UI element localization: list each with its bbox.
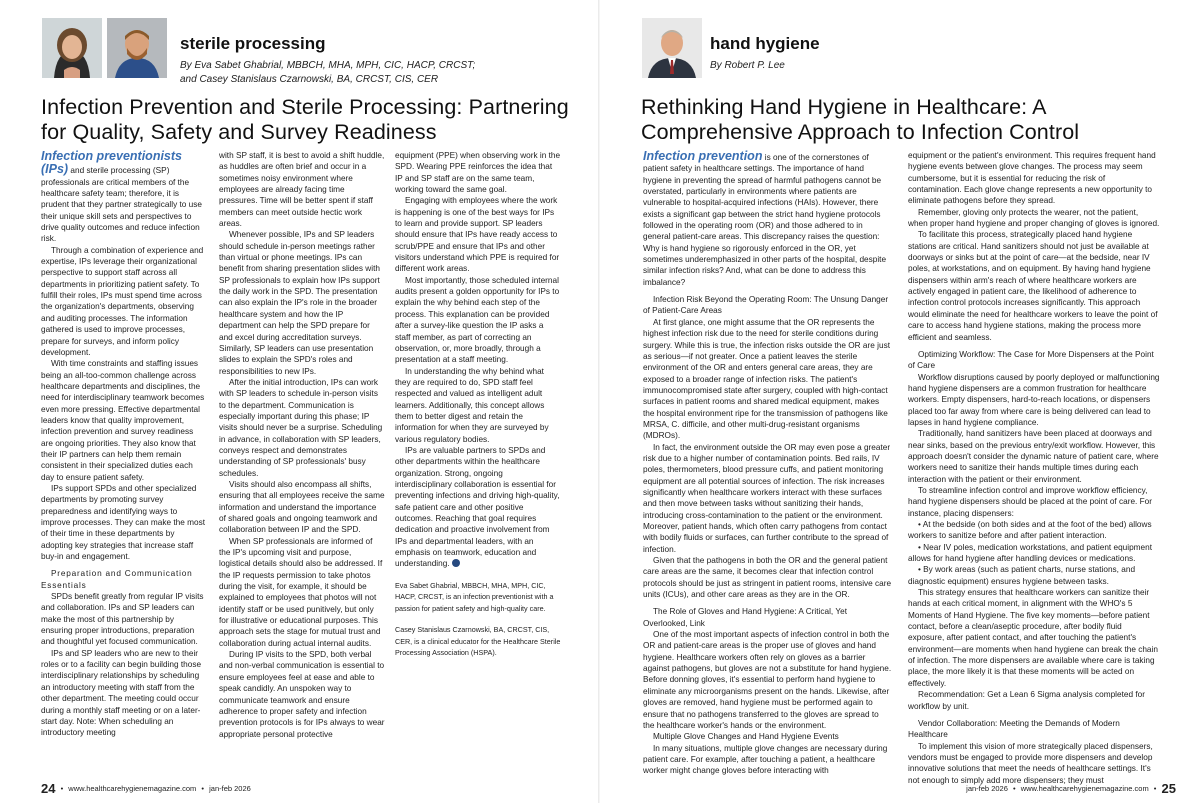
list-item: • By work areas (such as patient charts, nurse stations, and diagnostic equipment) ensures hygiene between tasks.: [908, 565, 1136, 586]
section-heading: The Role of Gloves and Hand Hygiene: A Critical, Yet Overlooked, Link: [643, 607, 847, 628]
paragraph: In many situations, multiple glove changes are necessary during patient care. For example, after touching a patient, a healthcare worker might change gloves before interacting with: [643, 743, 888, 776]
paragraph: Most importantly, those scheduled internal audits present a golden opportunity for IPs to explain the why behind each step of the process. This explanation can be provided after a survey-like question the IP asks a staff member, as part of correcting an observation, or, more broadly, through a presentation at a staff meeting.: [395, 275, 560, 365]
paragraph: equipment (PPE) when observing work in the SPD. Wearing PPE reinforces the idea that IP and SP staff are on the same team, working toward the same goal.: [395, 151, 561, 195]
end-mark-icon: [452, 559, 460, 567]
paragraph: Recommendation: Get a Lean 6 Sigma analysis completed for workflow by unit.: [908, 690, 1145, 711]
paragraph: At first glance, one might assume that the OR represents the highest infection risk due to the need for sterile conditions during surgery. While this is true, the infection risks outside the OR are just as serious—if not greater. Once a patient leaves the sterile environment of the OR and enters general care areas, they are exposed to a broader range of infection risks. The patient's immunocompromised state after surgery, coupled with high-contact surfaces in patient rooms and shared medical equipment, makes the hospital environment ripe for the transmission of pathogens like MRSA, C. difficile, and other multi-drug-resistant organisms (MDROs).: [643, 317, 890, 441]
paragraph: In fact, the environment outside the OR may even pose a greater risk due to a higher number of contamination points. Bed rails, IV poles, thermometers, blood pressure cuffs, and patient monitoring equipment are all potential sources of infection. The risk increases significantly when healthcare workers interact with these surfaces and then move between tasks without sanitizing their hands, introducing cross-contamination to the patient or the environment. Moreover, patient hands, which often carry pathogens from contact with bodily fluids or surfaces, can further contribute to the spread of infection.: [643, 442, 891, 554]
lead-in: Infection preventionists (IPs): [41, 149, 182, 177]
section-heading: Infection Risk Beyond the Operating Room: The Unsung Danger of Patient-Care Areas: [643, 295, 889, 316]
article-column-2: [908, 150, 1160, 785]
paragraph: equipment or the patient's environment. This requires frequent hand hygiene events between glove changes. The process may seem cumbersome, but it is essential for reducing the risk of contamination. Each glove change represents a new opportunity to eliminate pathogens before they spread.: [908, 151, 1156, 206]
headline-line: Infection Prevention and Sterile Processing: Partnering: [41, 95, 569, 119]
paragraph: This strategy ensures that healthcare workers can sanitize their hands at each critical moment, in alignment with the WHO's 5 Moments of Hand Hygiene. The five key moments—before patient contact, before a clean/aseptic procedure, after bodily fluid exposure, after patient contact, and after touching the patient's environment—are moments when hand hygiene can break the chain of infection. The more dispensers are available where care is taking place, the more likely it is that these moments will be acted on effectively.: [908, 588, 1158, 688]
paragraph: Through a combination of experience and expertise, IPs leverage their organizational perspective to support staff across all departments in prioritizing patient safety. To fulfill their roles, IPs must spend time across the organization's departments, observing and auditing processes. The information gathered is used to improve processes, prepare for surveys, and inform policy development.: [41, 245, 204, 357]
paragraph: Traditionally, hand sanitizers have been placed at doorways and near sinks, based on the previous entry/exit workflow. However, this approach doesn't consider the dynamic nature of patient care, where workers need to sanitize their hands multiple times during each interaction with the patient or their environment.: [908, 429, 1159, 484]
section-heading: Multiple Glove Changes and Hand Hygiene Events: [653, 732, 839, 742]
author-bio: Eva Sabet Ghabrial, MBBCH, MHA, MPH, CIC, HACP, CRCST, is an infection preventionist with a passion for patient safety and high-quality care.: [395, 580, 554, 613]
paragraph: IPs and SP leaders who are new to their roles or to a facility can begin building those interdisciplinary relationships by scheduling an introductory meeting with staff from the other department. The meeting could occur during a monthly staff meeting or on a later-start day. Note: When scheduling an introductory meeting: [41, 648, 202, 738]
paragraph: Whenever possible, IPs and SP leaders should schedule in-person meetings rather than virtual or phone meetings. IPs can benefit from sharing presentation slides with SP professionals to explain how IPs support the daily work in the SPD. The presentation can also explain the IP's role in the broader healthcare system and how the IP department can help the SPD prepare for and excel during accreditation surveys. Similarly, SP leaders can use presentation slides to explain the SPD's roles and responsibilities to new IPs.: [219, 230, 380, 376]
section-heading: Optimizing Workflow: The Case for More Dispensers at the Point of Care: [908, 349, 1154, 371]
paragraph: Visits should also encompass all shifts, ensuring that all employees receive the same information and understand the importance of shared goals and ongoing teamwork and collaboration between IP and the SPD.: [219, 479, 385, 535]
paragraph: Given that the pathogens in both the OR and the general patient care areas are the same, it becomes clear that infection control protocols should be just as stringent in patient rooms, intensive care units (ICUs), and other care areas as they are in the OR.: [643, 556, 892, 600]
department-title: hand hygiene: [710, 34, 820, 53]
paragraph: With time constraints and staffing issues being an all-too-common challenge across healthcare departments and disciplines, the need for interdisciplinary teamwork becomes even more pressing. Effective departmental leaders know that quality improvement, infection prevention and survey readiness are ongoing priorities. They also know that their IP partners can help them remain consistent in their specialized duties each day to ensure patient safety.: [41, 359, 205, 482]
paragraph: [395, 445, 561, 570]
byline-line: By Eva Sabet Ghabrial, MBBCH, MHA, MPH, CIC, HACP, CRCST;: [180, 60, 476, 71]
paragraph: During IP visits to the SPD, both verbal and non-verbal communication is essential to ensure employees feel at ease and able to speak candidly. An unspoken way to communicate teamwork and ensure adherence to proper safety and infection prevention protocols is for IPs always to wear appropriate personal protective: [219, 650, 385, 739]
paragraph: One of the most important aspects of infection control in both the OR and patient-care areas is the proper use of gloves and hand hygiene. Healthcare workers often rely on gloves as a barrier against pathogens, but gloves are not a substitute for hand hygiene. Before donning gloves, it's essential to perform hand hygiene to eliminate any microorganisms present on the hands. Likewise, after gloves are removed, hand hygiene must be performed again to ensure that no pathogens transferred to the gloves are spread to the healthcare worker's hands or the environment.: [643, 630, 892, 730]
page-footer: 24 • www.healthcarehygienemagazine.com • jan-feb 2026: [41, 781, 251, 796]
department-title: sterile processing: [180, 34, 326, 53]
page-number: 25: [1161, 781, 1176, 796]
article-column-3: [395, 150, 561, 775]
paragraph: SPDs benefit greatly from regular IP visits and collaboration. IPs and SP leaders can make the most of this partnership by ensuring proper introductions, preparation and thoughtful yet focused communication.: [41, 592, 204, 647]
paragraph-text: is one of the cornerstones of patient safety in healthcare settings. The importance of hand hygiene in preventing the spread of harmful pathogens cannot be overstated, particularly in environments where patients are vulnerable to hospital-acquired infections (HAIs). However, there exists a significant gap between the strict hand hygiene protocols followed in the operating room (OR) and those adhered to in general patient-care areas. This discrepancy raises the question: Why is hand hygiene so rigorously enforced in the OR, yet sometimes underemphasized in other parts of the hospital, despite similar infection risks? And, what can be done to address this imbalance?: [643, 153, 887, 287]
paragraph-text: IPs are valuable partners to SPDs and other departments within the healthcare organization. Strong, ongoing interdisciplinary collaboration is essential for preventing infections and driving high-quality, safe patient care and other positive outcomes. Reaching that goal requires dedication and proactive involvement from IPs and departmental leaders, with an emphasis on teamwork, education and understanding.: [395, 445, 560, 569]
headline: [41, 95, 586, 145]
byline-line: and Casey Stanislaus Czarnowski, BA, CRCST, CIS, CER: [180, 74, 439, 85]
article-column-1: [41, 150, 207, 775]
paragraph: To implement this vision of more strategically placed dispensers, vendors must be engaged to provide more dispensers and develop innovative solutions that meet the needs of healthcare settings. It's not enough to simply add more dispensers; they must: [908, 741, 1153, 785]
footer-site: www.healthcarehygienemagazine.com: [68, 784, 197, 793]
paragraph: To facilitate this process, strategically placed hand hygiene stations are critical. Hand sanitizers should not just be available at doorways or sinks but at the point of care—at the bedside, near IV poles, at workstations, and on equipment. By having hand hygiene dispensers within arm's reach of where healthcare workers are actively engaged in patient care, the likelihood of adherence to infection control protocols increases significantly. This approach would eliminate the need for healthcare workers to leave the point of care to access hand hygiene stations, making the process more efficient and seamless.: [908, 230, 1158, 342]
headline-line: Comprehensive Approach to Infection Control: [641, 120, 1080, 144]
paragraph-text: and sterile processing (SP) professionals are critical members of the healthcare safety team; therefore, it is prudent that they partner strategically to use their unique skill sets and perspectives to drive quality outcomes and reduce infection risk.: [41, 166, 202, 244]
paragraph: Remember, gloving only protects the wearer, not the patient, when proper hand hygiene and proper changing of gloves is ignored.: [908, 207, 1160, 229]
list-item: • Near IV poles, medication workstations, and patient equipment allows for hand hygiene after handling devices or medications.: [908, 542, 1153, 564]
author-photo-man-icon: [107, 18, 167, 78]
paragraph: When SP professionals are informed of the IP's upcoming visit and purpose, logistical details should also be addressed. If the IP requests permission to take photos during the visit, for example, it should be explained to employees that photos will not identify staff or be used punitively, but only for illustrative or educational purposes. This approach sets the stage for mutual trust and collaboration during actual internal audits.: [219, 536, 383, 648]
section-heading: Vendor Collaboration: Meeting the Demands of Modern Healthcare: [908, 718, 1120, 740]
author-photo-man-suit-icon: [642, 18, 702, 78]
byline: By Robert P. Lee: [710, 60, 785, 71]
headline: [641, 95, 1186, 145]
paragraph: In understanding the why behind what they are required to do, SPD staff feel respected and valued as intelligent adult learners. Additionally, this concept allows them to better digest and retain the information for when they are surveyed by various regulatory bodies.: [395, 366, 549, 444]
footer-issue: jan-feb 2026: [209, 784, 251, 793]
article-column-1: [643, 150, 892, 775]
right-page: [600, 0, 1200, 803]
paragraph: After the initial introduction, IPs can work with SP leaders to schedule in-person visits to the department. Communication is especially important during this phase; IP visits should never be a surprise. Scheduling in advance, in collaboration with SP leaders, conveys respect and demonstrates understanding of SP professionals' busy schedules.: [219, 377, 383, 478]
footer-site: www.healthcarehygienemagazine.com: [1020, 784, 1149, 793]
author-bio: Casey Stanislaus Czarnowski, BA, CRCST, CIS, CER, is a clinical educator for the Healthcare Sterile Processing Association (HSPA).: [395, 625, 561, 658]
paragraph: Workflow disruptions caused by poorly deployed or malfunctioning hand hygiene dispensers are a common frustration for healthcare workers. Empty dispensers, hard-to-reach locations, or dispensers placed too far away from where care is being delivered can lead to lapses in hand hygiene compliance.: [908, 372, 1160, 427]
page-footer: jan-feb 2026 • www.healthcarehygienemagazine.com • 25: [966, 781, 1176, 796]
headline-line: Rethinking Hand Hygiene in Healthcare: A: [641, 95, 1047, 119]
paragraph: Engaging with employees where the work is happening is one of the best ways for IPs to learn and provide support. SP leaders should ensure that IPs have ready access to scrub/PPE and ensure that IPs and other visitors understand which PPE is required for different work areas.: [395, 196, 560, 274]
article-column-2: [219, 150, 385, 775]
byline: [180, 59, 475, 87]
list-item: • At the bedside (on both sides and at the foot of the bed) allows workers to sanitize before and after patient interaction.: [908, 520, 1152, 541]
footer-issue: jan-feb 2026: [966, 784, 1008, 793]
paragraph: IPs support SPDs and other specialized departments by promoting survey preparedness and identifying ways to improve processes. They can make the most of their time in these departments by adopting key strategies that increase staff buy-in and engagement.: [41, 483, 206, 562]
page-number: 24: [41, 781, 56, 796]
paragraph: [41, 150, 207, 245]
paragraph: [643, 150, 892, 288]
paragraph: To streamline infection control and improve workflow efficiency, hand hygiene dispensers should be placed at the point of care. For instance, placing dispensers:: [908, 485, 1152, 518]
headline-line: for Quality, Safety and Survey Readiness: [41, 120, 437, 144]
section-heading: Preparation and Communication Essentials: [41, 569, 193, 590]
paragraph: with SP staff, it is best to avoid a shift huddle, as huddles are often brief and occur in a sometimes noisy environment where employees are already facing time pressures. Time will be better spent if staff members can meet outside hectic work areas.: [219, 151, 385, 229]
author-photo-woman-icon: [42, 18, 102, 78]
lead-in: Infection prevention: [643, 149, 763, 163]
